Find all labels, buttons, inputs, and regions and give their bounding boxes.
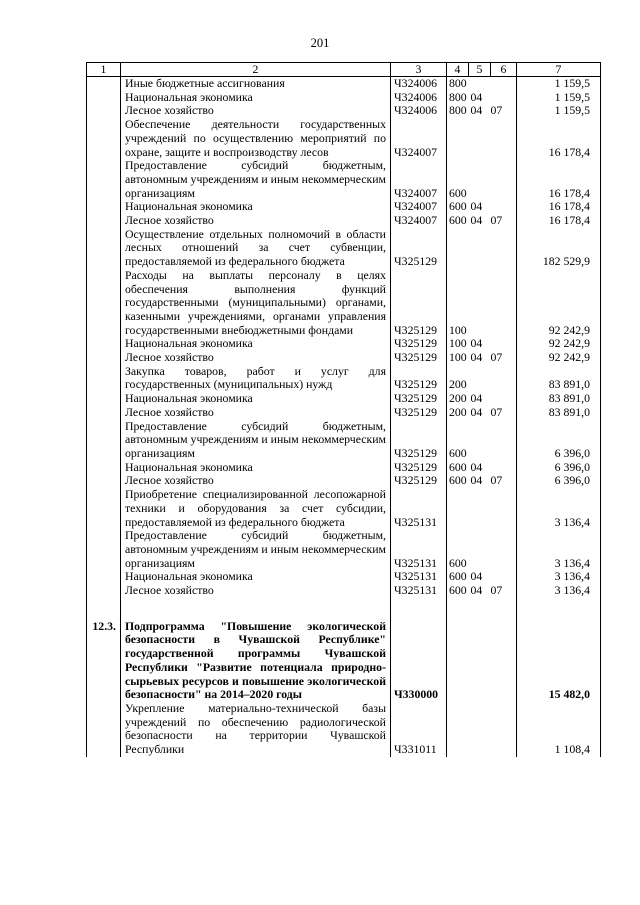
- section-code: [469, 77, 491, 91]
- amount-value: 92 242,9: [517, 269, 601, 338]
- expense-group: 800: [447, 104, 469, 118]
- subsection-code: [491, 337, 517, 351]
- row-number: [87, 200, 121, 214]
- subsection-code: 07: [491, 406, 517, 420]
- subsection-code: [491, 570, 517, 584]
- section-code: 04: [470, 199, 483, 214]
- amount-value: 83 891,0: [517, 392, 601, 406]
- subsection-code: [491, 91, 517, 105]
- expense-group: 100: [447, 351, 469, 365]
- row-name: Лесное хозяйство: [121, 584, 391, 598]
- row-name: Национальная экономика: [121, 570, 391, 584]
- expense-group: 600: [447, 584, 469, 598]
- target-code: Ч325129: [391, 392, 447, 406]
- row-name: Лесное хозяйство: [121, 104, 391, 118]
- row-number: [87, 420, 121, 461]
- row-name: Национальная экономика: [121, 200, 391, 214]
- row-name: Национальная экономика: [121, 392, 391, 406]
- target-code: Ч331011: [391, 702, 447, 757]
- row-number: [87, 365, 121, 392]
- table-row: [87, 228, 601, 269]
- amount-value: 16 178,4: [517, 200, 601, 214]
- subsection-code: 07: [491, 104, 517, 118]
- empty-cell: [469, 598, 491, 620]
- subsection-code: [491, 118, 517, 159]
- empty-cell: [87, 598, 121, 620]
- subsection-code: [491, 365, 517, 392]
- table-row: [87, 584, 601, 598]
- row-name: Национальная экономика: [121, 337, 391, 351]
- row-number: [87, 461, 121, 475]
- target-code: Ч325129: [391, 228, 447, 269]
- column-header: 7: [517, 63, 601, 77]
- subsection-code: [491, 269, 517, 338]
- budget-table: [86, 62, 601, 757]
- expense-group: 600: [447, 570, 469, 584]
- expense-group: 600: [447, 159, 469, 200]
- expense-group: [447, 488, 469, 529]
- table-row: [87, 365, 601, 392]
- row-name: Осуществление отдельных полномочий в области лесных отношений за счет субвенции, предоставляемой из федерального бюджета: [121, 228, 391, 269]
- subsection-code: [491, 228, 517, 269]
- amount-value: 182 529,9: [517, 228, 601, 269]
- section-code: 04: [470, 89, 483, 104]
- row-name: Лесное хозяйство: [121, 474, 391, 488]
- row-number: [87, 228, 121, 269]
- amount-value: 16 178,4: [517, 159, 601, 200]
- row-number: [87, 77, 121, 91]
- table-row: [87, 337, 601, 351]
- amount-value: 92 242,9: [517, 351, 601, 365]
- section-code: [469, 488, 491, 529]
- amount-value: 3 136,4: [517, 584, 601, 598]
- column-header: 6: [491, 63, 517, 77]
- header-row: [87, 63, 601, 77]
- expense-group: 200: [447, 406, 469, 420]
- row-name: Национальная экономика: [121, 91, 391, 105]
- table-row: [87, 461, 601, 475]
- row-number: [87, 351, 121, 365]
- target-code: Ч325129: [391, 337, 447, 351]
- expense-group: 800: [447, 77, 469, 91]
- subsection-code: [491, 620, 517, 702]
- row-name: Национальная экономика: [121, 461, 391, 475]
- section-code: [469, 118, 491, 159]
- row-name: Предоставление субсидий бюджетным, автономным учреждениям и иным некоммерческим организациям: [121, 529, 391, 570]
- target-code: Ч324006: [391, 77, 447, 91]
- amount-value: 3 136,4: [517, 570, 601, 584]
- table-row: [87, 118, 601, 159]
- amount-value: 6 396,0: [517, 420, 601, 461]
- column-header: 3: [391, 63, 447, 77]
- section-code: 04: [470, 103, 483, 118]
- subsection-code: [491, 392, 517, 406]
- expense-group: 600: [447, 529, 469, 570]
- table-row: [87, 392, 601, 406]
- target-code: Ч324006: [391, 104, 447, 118]
- row-number: [87, 337, 121, 351]
- amount-value: 1 108,4: [517, 702, 601, 757]
- table-row: [87, 620, 601, 702]
- subsection-code: 07: [491, 584, 517, 598]
- target-code: Ч324007: [391, 200, 447, 214]
- section-code: 04: [470, 213, 483, 228]
- target-code: Ч325131: [391, 488, 447, 529]
- expense-group: 600: [447, 214, 469, 228]
- row-number: [87, 392, 121, 406]
- target-code: Ч325131: [391, 584, 447, 598]
- amount-value: 1 159,5: [517, 91, 601, 105]
- empty-cell: [447, 598, 469, 620]
- expense-group: 200: [447, 392, 469, 406]
- table-row: [87, 570, 601, 584]
- row-name: Лесное хозяйство: [121, 406, 391, 420]
- target-code: Ч325129: [391, 351, 447, 365]
- row-number: [87, 529, 121, 570]
- amount-value: 1 159,5: [517, 77, 601, 91]
- row-number: [87, 570, 121, 584]
- amount-value: 16 178,4: [517, 214, 601, 228]
- table-row: [87, 529, 601, 570]
- expense-group: 100: [447, 337, 469, 351]
- expense-group: 800: [447, 91, 469, 105]
- table-row: [87, 351, 601, 365]
- row-number: [87, 702, 121, 757]
- row-number: [87, 159, 121, 200]
- expense-group: 600: [447, 200, 469, 214]
- expense-group: 600: [447, 461, 469, 475]
- subsection-code: [491, 420, 517, 461]
- amount-value: 92 242,9: [517, 337, 601, 351]
- table-row: [87, 420, 601, 461]
- table-row: [87, 702, 601, 757]
- section-code: 04: [470, 459, 483, 474]
- amount-value: 83 891,0: [517, 406, 601, 420]
- section-code: 04: [470, 336, 483, 351]
- row-name: Лесное хозяйство: [121, 214, 391, 228]
- expense-group: [447, 620, 469, 702]
- row-name: Приобретение специализированной лесопожарной техники и оборудования за счет субсидии, предоставляемой из федерального бюджета: [121, 488, 391, 529]
- target-code: Ч325129: [391, 420, 447, 461]
- subsection-code: [491, 200, 517, 214]
- table-row: [87, 214, 601, 228]
- row-number: [87, 214, 121, 228]
- target-code: Ч325129: [391, 365, 447, 392]
- column-header: 2: [121, 63, 391, 77]
- table-row: [87, 474, 601, 488]
- section-code: 04: [470, 583, 483, 598]
- empty-cell: [491, 598, 517, 620]
- section-code: 04: [470, 404, 483, 419]
- expense-group: [447, 118, 469, 159]
- amount-value: 83 891,0: [517, 365, 601, 392]
- row-name: Иные бюджетные ассигнования: [121, 77, 391, 91]
- column-header: 4: [447, 63, 469, 77]
- table-body: [87, 77, 601, 757]
- row-name: Обеспечение деятельности государственных учреждений по осуществлению мероприятий по охране, защите и воспроизводству лесов: [121, 118, 391, 159]
- amount-value: 3 136,4: [517, 529, 601, 570]
- expense-group: [447, 228, 469, 269]
- table-row: [87, 488, 601, 529]
- row-number: [87, 269, 121, 338]
- section-code: [469, 529, 491, 570]
- row-number: [87, 474, 121, 488]
- target-code: Ч325129: [391, 461, 447, 475]
- section-code: [469, 269, 491, 338]
- amount-value: 1 159,5: [517, 104, 601, 118]
- empty-cell: [391, 598, 447, 620]
- target-code: Ч325131: [391, 529, 447, 570]
- column-header: 1: [87, 63, 121, 77]
- amount-value: 6 396,0: [517, 474, 601, 488]
- table-row: [87, 200, 601, 214]
- row-name: Подпрограмма "Повышение экологической безопасности в Чувашской Республике" государственной программы Чувашской Республики "Развитие потенциала природно-сырьевых ресурсов и повышение экологической безопасности" на 2014–2020 годы: [121, 620, 391, 702]
- subsection-code: [491, 702, 517, 757]
- table-row: [87, 406, 601, 420]
- row-number: [87, 488, 121, 529]
- section-code: [469, 420, 491, 461]
- section-code: [469, 365, 491, 392]
- row-number: [87, 118, 121, 159]
- column-header: 5: [469, 63, 491, 77]
- section-code: [469, 228, 491, 269]
- expense-group: 200: [447, 365, 469, 392]
- subsection-code: 07: [491, 351, 517, 365]
- subsection-code: [491, 488, 517, 529]
- section-code: 04: [470, 350, 483, 365]
- target-code: Ч325129: [391, 269, 447, 338]
- table-row: [87, 104, 601, 118]
- table-row: [87, 91, 601, 105]
- expense-group: 600: [447, 420, 469, 461]
- spacer-row: [87, 598, 601, 620]
- target-code: Ч325131: [391, 570, 447, 584]
- subsection-code: [491, 159, 517, 200]
- target-code: Ч324007: [391, 118, 447, 159]
- empty-cell: [517, 598, 601, 620]
- subsection-code: 07: [491, 214, 517, 228]
- row-name: Расходы на выплаты персоналу в целях обеспечения выполнения функций государственными (муниципальными) органами, казенными учреждениями, органами управления государственными внебюджетными фондами: [121, 269, 391, 338]
- row-name: Укрепление материально-технической базы учреждений по обеспечению радиологической безопасности на территории Чувашской Республики: [121, 702, 391, 757]
- row-number: [87, 406, 121, 420]
- subsection-code: [491, 461, 517, 475]
- section-code: [469, 702, 491, 757]
- row-name: Предоставление субсидий бюджетным, автономным учреждениям и иным некоммерческим организациям: [121, 420, 391, 461]
- row-number: [87, 104, 121, 118]
- row-name: Лесное хозяйство: [121, 351, 391, 365]
- table-row: [87, 77, 601, 91]
- section-code: [469, 620, 491, 702]
- table-row: [87, 269, 601, 338]
- section-code: 04: [470, 569, 483, 584]
- section-code: [469, 159, 491, 200]
- target-code: Ч324007: [391, 159, 447, 200]
- section-code: 04: [470, 473, 483, 488]
- target-code: Ч330000: [391, 620, 447, 702]
- subsection-code: 07: [491, 474, 517, 488]
- table-row: [87, 159, 601, 200]
- page-number: 201: [310, 36, 330, 50]
- section-code: 04: [470, 391, 483, 406]
- amount-value: 6 396,0: [517, 461, 601, 475]
- target-code: Ч324007: [391, 214, 447, 228]
- target-code: Ч324006: [391, 91, 447, 105]
- amount-value: 15 482,0: [517, 620, 601, 702]
- expense-group: 600: [447, 474, 469, 488]
- table-header: [87, 63, 601, 77]
- empty-cell: [121, 598, 391, 620]
- target-code: Ч325129: [391, 406, 447, 420]
- expense-group: 100: [447, 269, 469, 338]
- amount-value: 3 136,4: [517, 488, 601, 529]
- target-code: Ч325129: [391, 474, 447, 488]
- row-name: Закупка товаров, работ и услуг для государственных (муниципальных) нужд: [121, 365, 391, 392]
- amount-value: 16 178,4: [517, 118, 601, 159]
- row-number: [87, 91, 121, 105]
- subsection-code: [491, 529, 517, 570]
- expense-group: [447, 702, 469, 757]
- subsection-code: [491, 77, 517, 91]
- row-number: [87, 584, 121, 598]
- row-name: Предоставление субсидий бюджетным, автономным учреждениям и иным некоммерческим организациям: [121, 159, 391, 200]
- row-number: 12.3.: [87, 620, 121, 702]
